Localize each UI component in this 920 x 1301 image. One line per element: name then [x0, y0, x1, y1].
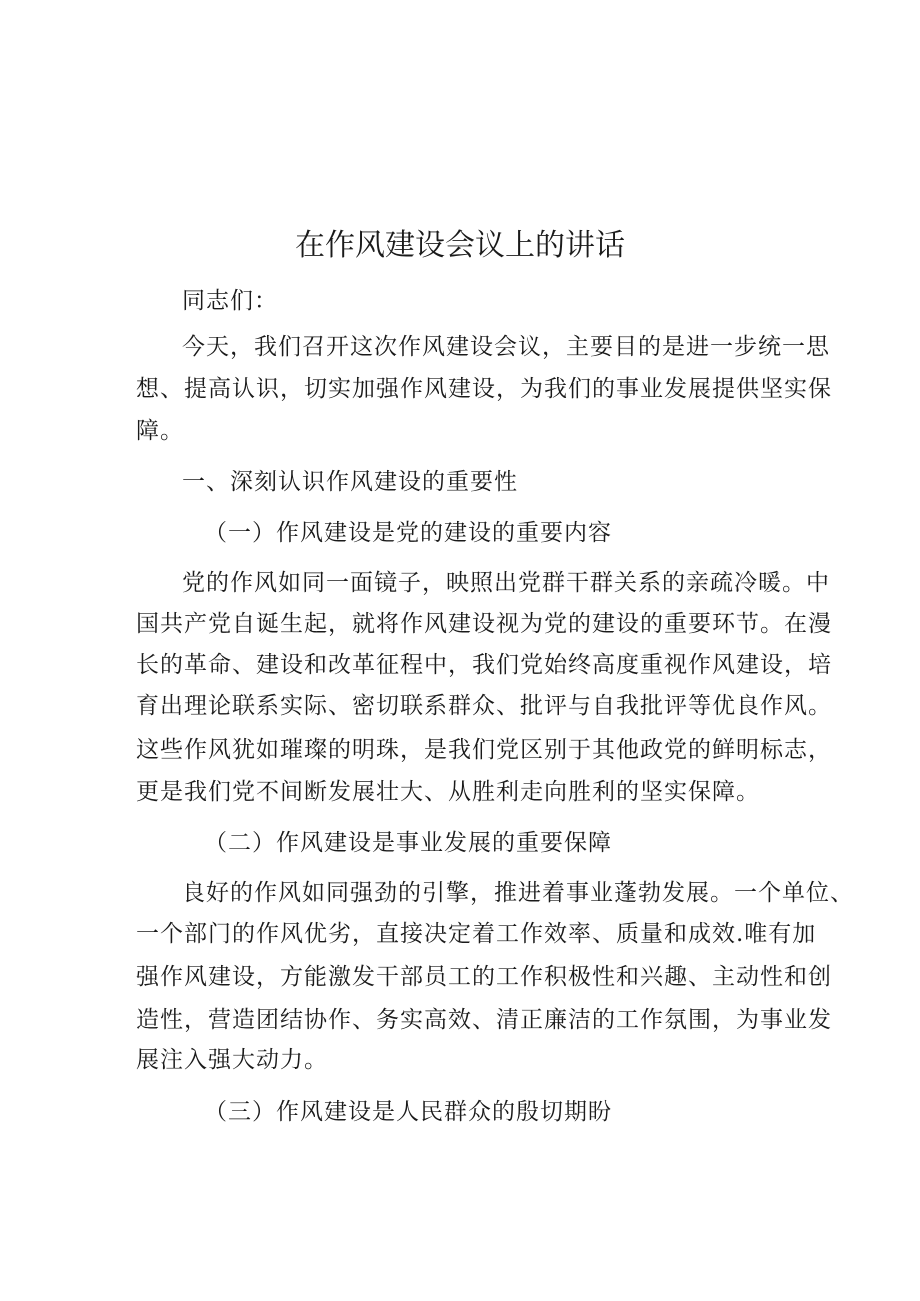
subsection-1-heading: （一）作风建设是党的建设的重要内容 — [204, 520, 612, 546]
subsection-3-heading: （三）作风建设是人民群众的殷切期盼 — [204, 1099, 612, 1125]
intro-line-2: 想、提高认识，切实加强作风建设，为我们的事业发展提供坚实保 — [136, 376, 832, 402]
salutation: 同志们： — [182, 288, 278, 314]
sub1-line-4: 育出理论联系实际、密切联系群众、批评与自我批评等优良作风。 — [136, 693, 832, 719]
sub1-line-1: 党的作风如同一面镜子，映照出党群干群关系的亲疏冷暖。中 — [182, 570, 830, 596]
section-1-heading: 一、深刻认识作风建设的重要性 — [182, 469, 518, 495]
sub2-line-4: 造性，营造团结协作、务实高效、清正廉洁的工作氛围，为事业发 — [136, 1007, 832, 1033]
sub1-line-5: 这些作风犹如璀璨的明珠，是我们党区别于其他政党的鲜明标志， — [136, 737, 832, 763]
sub1-line-6: 更是我们党不间断发展壮大、从胜利走向胜利的坚实保障。 — [136, 779, 760, 805]
intro-line-3: 障。 — [136, 418, 184, 444]
sub2-line-2: 一个部门的作风优劣，直接决定着工作效率、质量和成效.唯有加 — [136, 921, 817, 947]
sub1-line-2: 国共产党自诞生起，就将作风建设视为党的建设的重要环节。在漫 — [136, 611, 832, 637]
intro-line-1: 今天，我们召开这次作风建设会议，主要目的是进一步统一思 — [182, 334, 830, 360]
sub2-line-3: 强作风建设，方能激发干部员工的工作积极性和兴趣、主动性和创 — [136, 964, 832, 990]
subsection-2-heading: （二）作风建设是事业发展的重要保障 — [204, 830, 612, 856]
sub1-line-3: 长的革命、建设和改革征程中，我们党始终高度重视作风建设，培 — [136, 652, 832, 678]
sub2-line-5: 展注入强大动力。 — [136, 1047, 328, 1073]
document-title: 在作风建设会议上的讲话 — [295, 228, 625, 263]
sub2-line-1: 良好的作风如同强劲的引擎，推进着事业蓬勃发展。一个单位、 — [182, 880, 854, 906]
